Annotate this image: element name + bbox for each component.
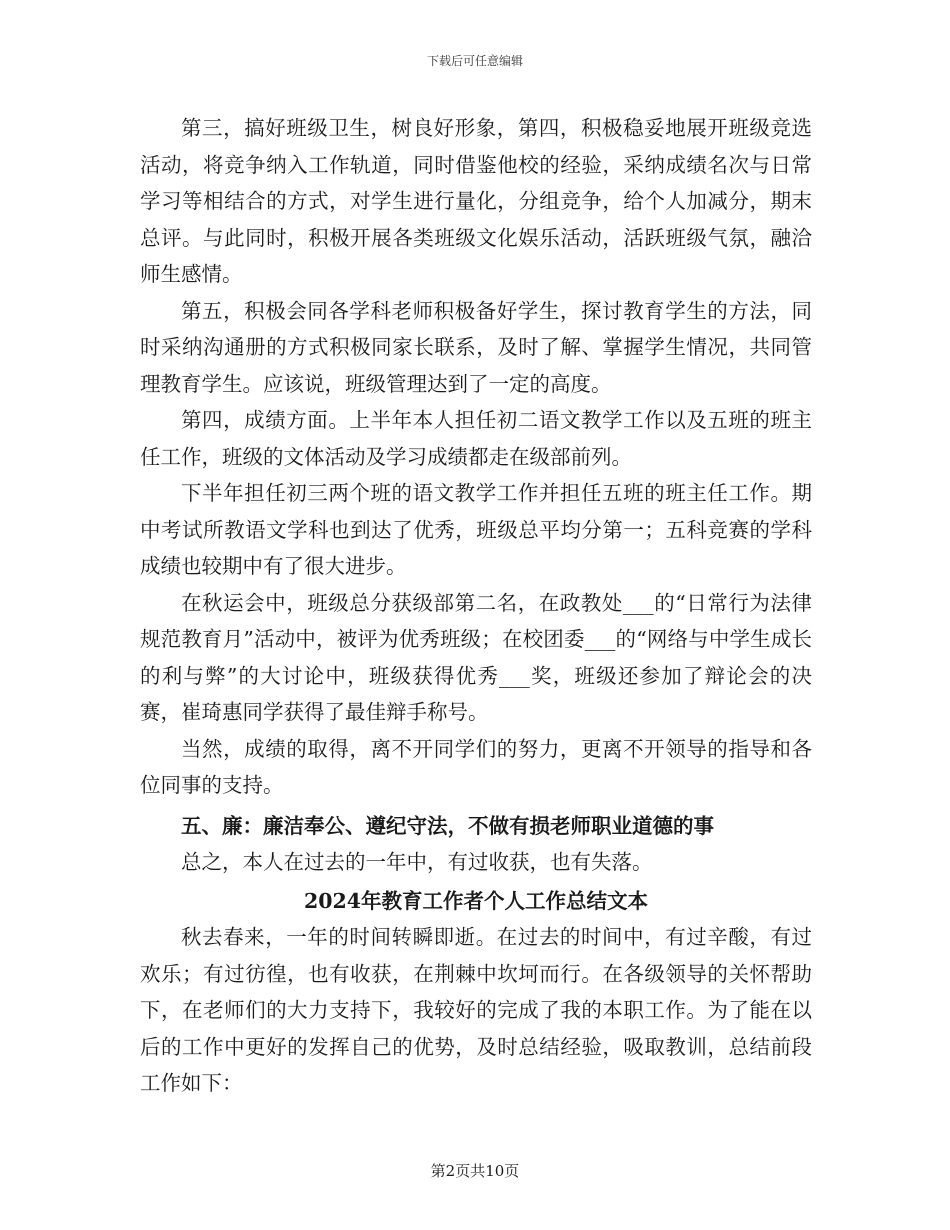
paragraph-autumn-sports: 在秋运会中，班级总分获级部第二名，在政教处___的“日常行为法律规范教育月”活动中，被评为优秀班级；在校团委___的“网络与中学生成长的利与弊”的大讨论中，班级获得优秀___奖，班级还参加了辩论会的决赛，崔琦惠同学获得了最佳辩手称号。	[140, 590, 812, 724]
page-header: 下载后可任意编辑	[426, 54, 523, 68]
paragraph-acknowledgement: 当然，成绩的取得，离不开同学们的努力，更离不开领导的指导和各位同事的支持。	[140, 736, 812, 797]
section-heading: 五、廉：廉洁奉公、遵纪守法，不做有损老师职业道德的事	[181, 813, 714, 838]
document-title: 2024年教育工作者个人工作总结文本	[303, 888, 649, 913]
paragraph-closing: 总之，本人在过去的一年中，有过收获，也有失落。	[181, 850, 653, 874]
paragraph-second-half-year: 下半年担任初三两个班的语文教学工作并担任五班的班主任工作。期中考试所教语文学科也到达了优秀，班级总平均分第一；五科竞赛的学科成绩也较期中有了很大进步。	[140, 481, 812, 578]
page-footer: 第2页共10页	[430, 1162, 520, 1180]
paragraph-intro: 秋去春来，一年的时间转瞬即逝。在过去的时间中，有过辛酸，有过欢乐；有过彷徨，也有收获，在荆棘中坎坷而行。在各级领导的关怀帮助下，在老师们的大力支持下，我较好的完成了我的本职工作。为了能在以后的工作中更好的发挥自己的优势，及时总结经验，吸取教训，总结前段工作如下：	[140, 925, 812, 1095]
document-body	[140, 110, 812, 1102]
paragraph-class-competition: 第三，搞好班级卫生，树良好形象，第四，积极稳妥地展开班级竞选活动，将竞争纳入工作轨道，同时借鉴他校的经验，采纳成绩名次与日常学习等相结合的方式，对学生进行量化，分组竞争，给个人加减分，期末总评。与此同时，积极开展各类班级文化娱乐活动，活跃班级气氛，融洽师生感情。	[140, 116, 812, 286]
paragraph-achievements: 第四，成绩方面。上半年本人担任初二语文教学工作以及五班的班主任工作，班级的文体活动及学习成绩都走在级部前列。	[140, 408, 812, 469]
paragraph-teacher-parent-cooperation: 第五，积极会同各学科老师积极备好学生，探讨教育学生的方法，同时采纳沟通册的方式积极同家长联系，及时了解、掌握学生情况，共同管理教育学生。应该说，班级管理达到了一定的高度。	[140, 298, 812, 396]
